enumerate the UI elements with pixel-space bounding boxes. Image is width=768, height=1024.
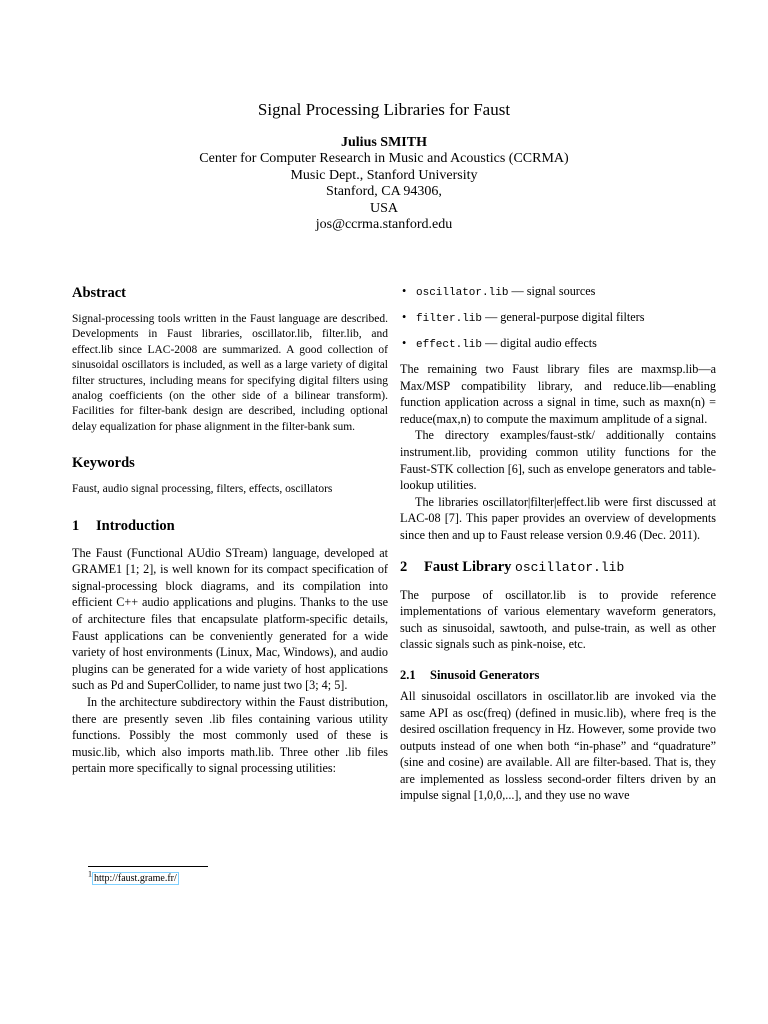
- section-2-heading: [400, 557, 716, 578]
- keywords-heading: Keywords: [72, 455, 135, 472]
- section-2-paragraph: The purpose of oscillator.lib is to provide reference implementations of various elementary waveform generators, such as sinusoidal, sawtooth, and pulse-train, as well as other classic signals such as pink-noise, etc.: [400, 587, 716, 652]
- author-email: jos@ccrma.stanford.edu: [315, 217, 453, 233]
- intro-paragraph-2: In the architecture subdirectory within the Faust distribution, there are presently seven .lib files containing various utility functions. Possibly the most commonly used of these is music.lib, which also imports math.lib. Three other .lib files pertain more specifically to signal processing utilities:: [72, 695, 388, 776]
- affiliation-line: Center for Computer Research in Music and Acoustics (CCRMA): [199, 151, 569, 166]
- affiliation-line: Stanford, CA 94306,: [326, 184, 442, 200]
- section-number: 1: [72, 517, 80, 534]
- lib-description: — digital audio effects: [482, 336, 597, 350]
- footnote-mark: 1: [88, 869, 92, 879]
- lib-name: filter.lib: [416, 313, 483, 325]
- library-list: [400, 283, 716, 353]
- abstract-heading: Abstract: [72, 285, 126, 301]
- subsection-number: 2.1: [400, 667, 416, 682]
- footnote: [88, 869, 179, 885]
- list-item: • effect.lib — digital audio effects: [402, 336, 597, 351]
- lib-name: oscillator.lib: [416, 287, 509, 299]
- directory-paragraph: The directory examples/faust-stk/ additionally contains instrument.lib, providing common utility functions for the Faust-STK collection [6], such as envelope generators and table-lookup utilities.: [400, 428, 716, 493]
- list-item: • oscillator.lib — signal sources: [402, 284, 596, 299]
- lib-description: — general-purpose digital filters: [482, 310, 645, 324]
- affiliation-line: USA: [369, 200, 398, 216]
- section-2-1-paragraph: All sinusoidal oscillators in oscillator.lib are invoked via the same API as osc(freq) (defined in music.lib), where freq is the desired oscillation frequency in Hz. However, some provide two outputs instead of one when both “in-phase” and “quadrature” (sine and cosine) are available. All are filter-based. That is, they are implemented as lossless second-order filters driven by an impulse signal [1,0,0,...], and they use no wave: [400, 688, 716, 803]
- footnote-link[interactable]: http://faust.grame.fr/: [94, 873, 177, 884]
- lib-description: — signal sources: [508, 284, 596, 298]
- list-item: • filter.lib — general-purpose digital filters: [402, 310, 645, 325]
- lib-name: effect.lib: [416, 339, 483, 351]
- section-title: Introduction: [96, 517, 175, 534]
- paper-title: Signal Processing Libraries for Faust: [257, 100, 511, 119]
- section-1-heading: [72, 516, 388, 536]
- section-2-1-heading: [400, 666, 716, 684]
- author-name: Julius SMITH: [341, 135, 427, 150]
- keywords-text: Faust, audio signal processing, filters, effects, oscillators: [72, 483, 333, 496]
- section-title: Faust Library: [424, 558, 516, 575]
- left-column: [72, 283, 388, 777]
- abstract-text: Signal-processing tools written in the Faust language are described. Developments in Faust libraries, oscillator.lib, filter.lib, and effect.lib since LAC-2008 are summarized. A good collection of sinusoidal oscillators is included, as well as a large variety of digital filter structures, including means for specifying digital filters using analog coefficients (on the other side of a bilinear transform). Facilities for filter-bank design are described, including optional delay equalization for phase alignment in the filter-bank sum.: [72, 313, 388, 433]
- right-column: [400, 283, 716, 804]
- subsection-title: Sinusoid Generators: [430, 667, 540, 682]
- intro-paragraph-1: The Faust (Functional AUdio STream) language, developed at GRAME1 [1; 2], is well known for its compact specification of signal-processing block diagrams, and its compilation into efficient C++ audio applications and plugins. Thanks to the use of architecture files that encapsulate platform-specific details, Faust applications can be conveniently generated for a wide variety of host environments (Linux, Mac, Windows), and audio plugins can be generated for a wide variety of host applications such as Pd and SuperCollider, to name just two [3; 4; 5].: [72, 545, 388, 693]
- remaining-libs-paragraph: The remaining two Faust library files are maxmsp.lib—a Max/MSP compatibility library, and reduce.lib—enabling function application across a signal in time, such as maxn(n) = reduce(max,n) to compute the maximum amplitude of a signal.: [400, 362, 716, 426]
- paper-header: [0, 98, 768, 234]
- affiliation-line: Music Dept., Stanford University: [290, 167, 478, 183]
- section-title-code: oscillator.lib: [515, 559, 625, 575]
- section-number: 2: [400, 558, 408, 575]
- libraries-history-paragraph: The libraries oscillator|filter|effect.lib were first discussed at LAC-08 [7]. This paper provides an overview of developments since then and up to Faust release version 0.9.46 (Dec. 2011).: [400, 494, 716, 542]
- footnote-divider: [88, 866, 208, 867]
